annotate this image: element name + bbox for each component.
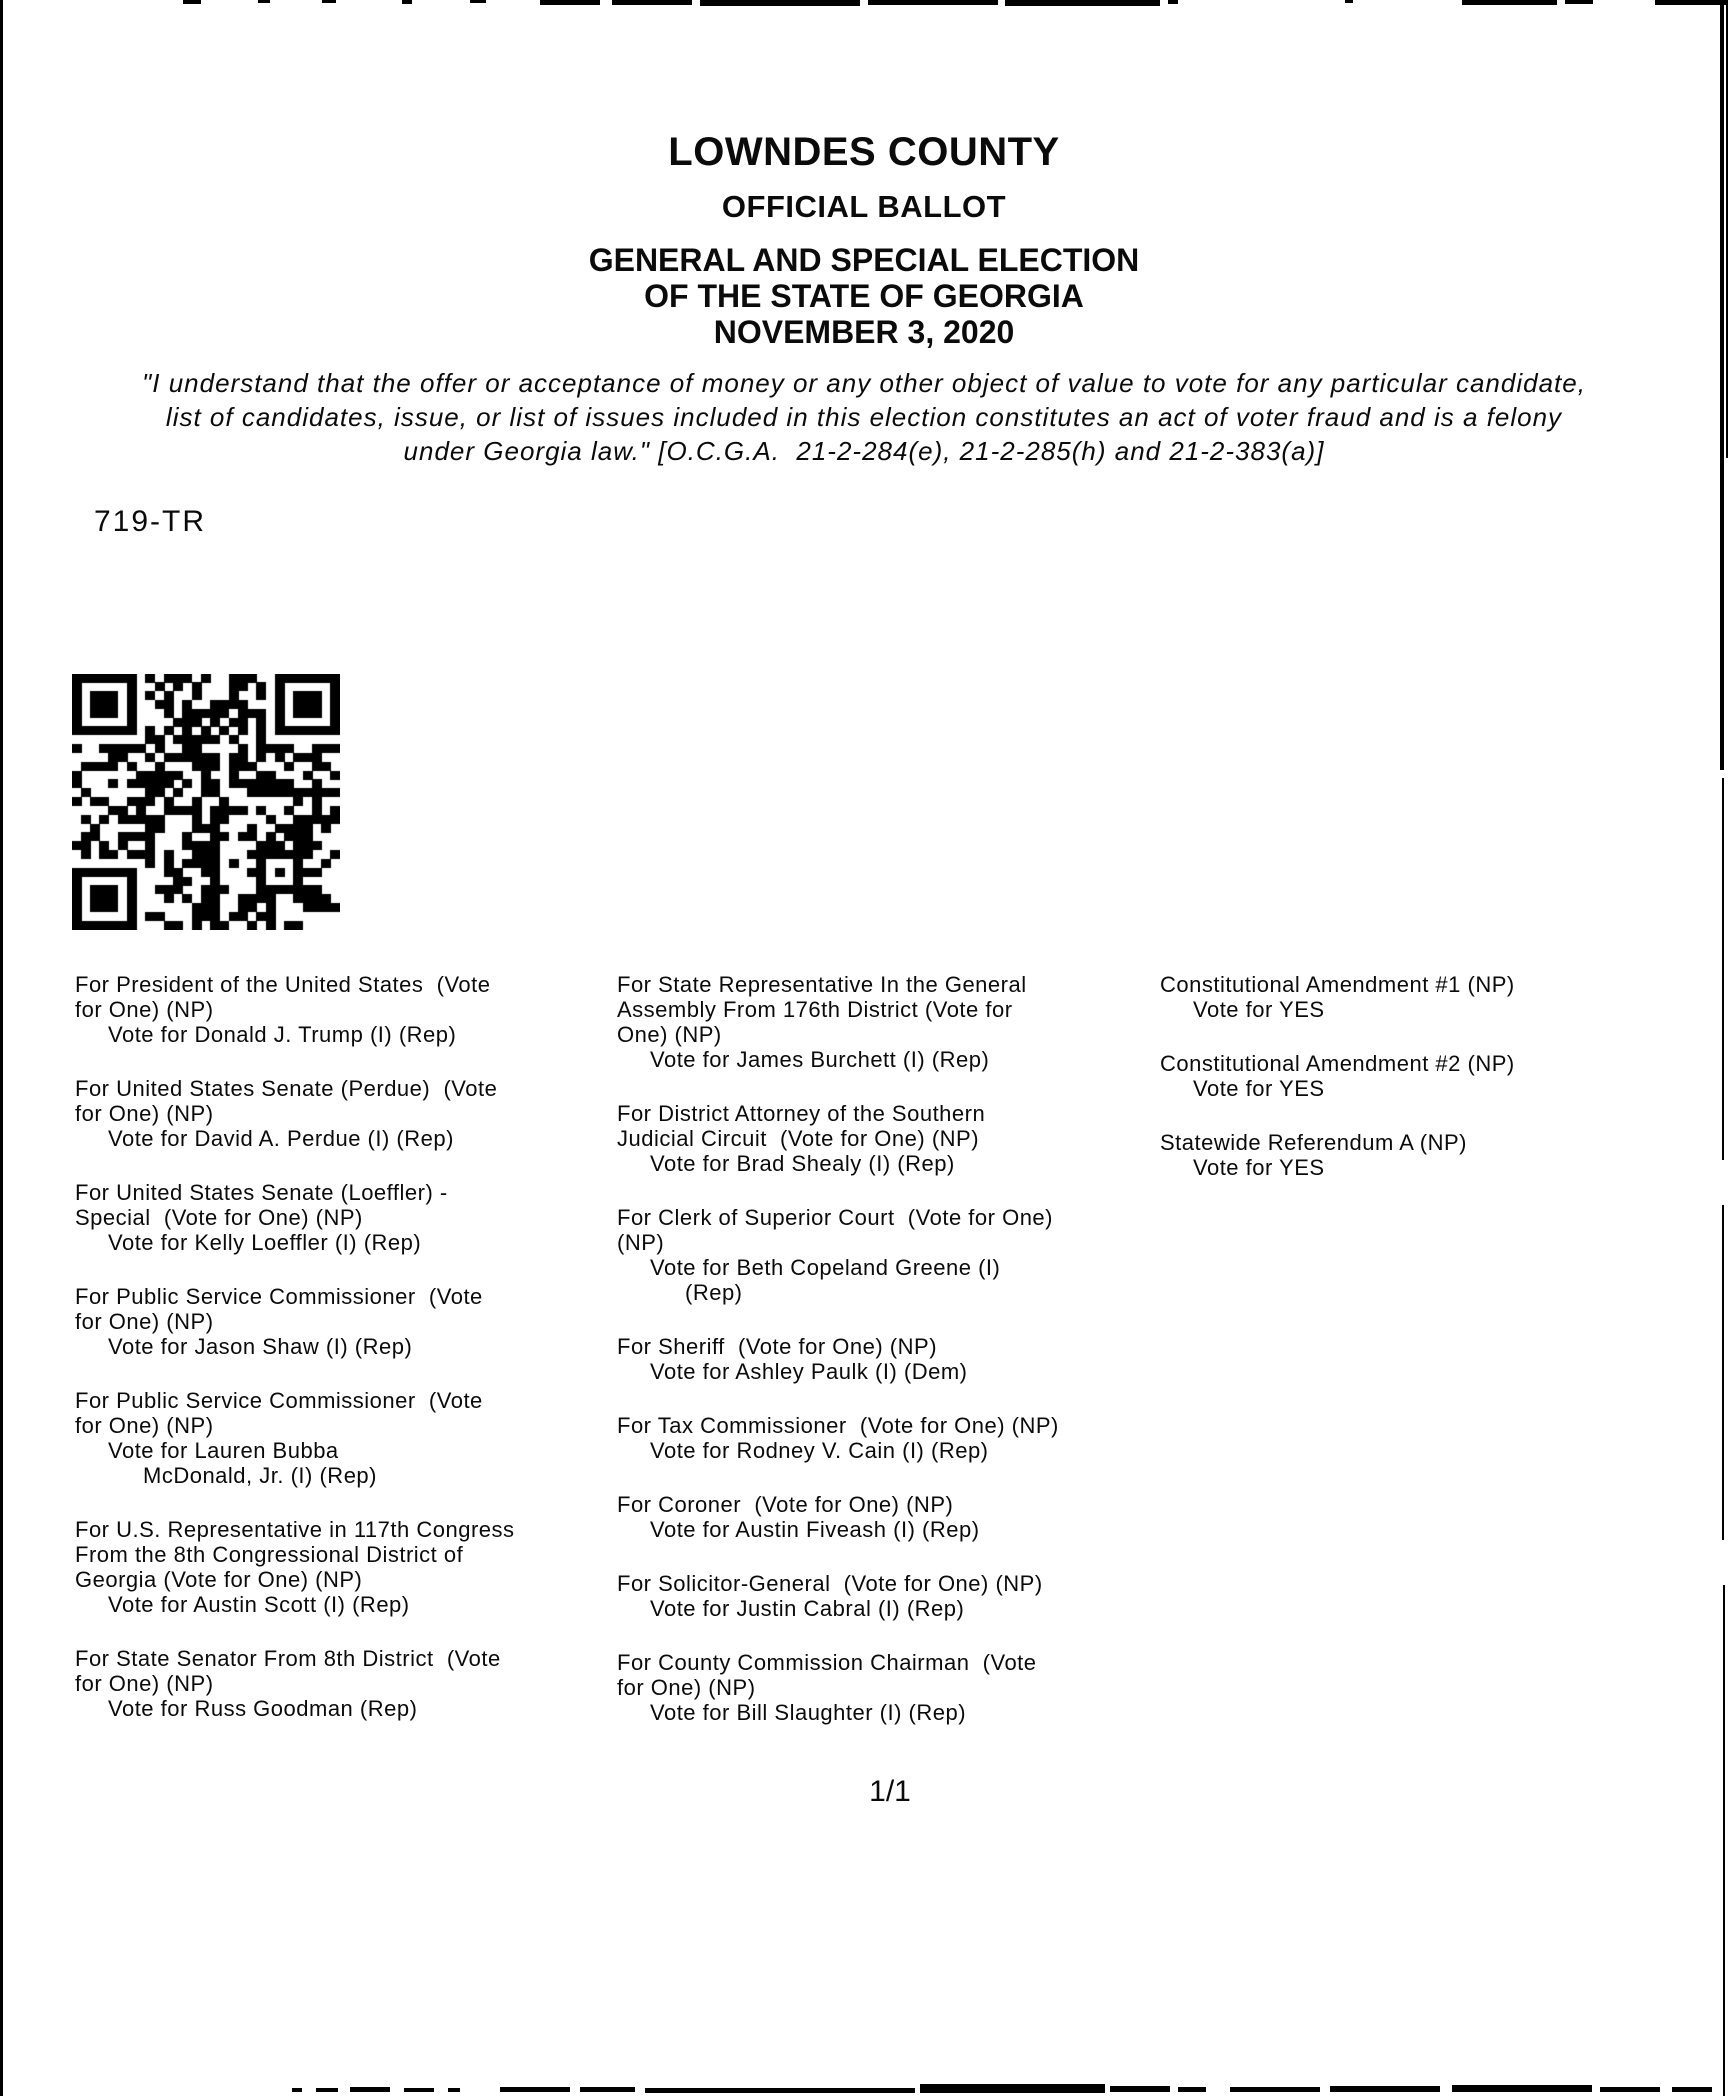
text-line: list of candidates, issue, or list of issues included in this election constitutes an act of voter fraud and is a felony [165, 402, 1563, 432]
contest [617, 1205, 1059, 1305]
contest-title-line: Special (Vote for One) (NP) [75, 1205, 363, 1230]
contest-title-line: For Solicitor-General (Vote for One) (NP) [617, 1571, 1043, 1596]
county-title: LOWNDES COUNTY [668, 130, 1060, 174]
contest-title-line: For District Attorney of the Southern [617, 1101, 986, 1126]
vote-selection-line: Vote for Donald J. Trump (I) (Rep) [108, 1022, 457, 1047]
contest-title-line: Constitutional Amendment #1 (NP) [1160, 972, 1515, 997]
contest [617, 1492, 1059, 1542]
contest [617, 1650, 1059, 1725]
vote-selection-continuation: (Rep) [685, 1280, 743, 1305]
contest [75, 1180, 515, 1255]
vote-selection-line: Vote for David A. Perdue (I) (Rep) [108, 1126, 454, 1151]
page-number: 1/1 [869, 1775, 911, 1808]
contest-title-line: For Sheriff (Vote for One) (NP) [617, 1334, 938, 1359]
qr-code [72, 674, 340, 930]
contest-title-line: For Public Service Commissioner (Vote [75, 1388, 483, 1413]
contest [75, 1284, 515, 1359]
scan-artifact-right-edge [1722, 778, 1724, 1160]
contest-title-line: for One) (NP) [75, 1101, 214, 1126]
contest-title-line: for One) (NP) [617, 1675, 756, 1700]
contest-title-line: For Clerk of Superior Court (Vote for One) [617, 1205, 1053, 1230]
vote-selection-line: Vote for Russ Goodman (Rep) [108, 1696, 418, 1721]
contest [75, 1646, 515, 1721]
contest-title-line: From the 8th Congressional District of [75, 1542, 464, 1567]
contest-title-line: For Public Service Commissioner (Vote [75, 1284, 483, 1309]
contest [75, 1388, 515, 1488]
contest-title-line: Constitutional Amendment #2 (NP) [1160, 1051, 1515, 1076]
contest-title-line: Judicial Circuit (Vote for One) (NP) [617, 1126, 980, 1151]
text-line: "I understand that the offer or acceptance of money or any other object of value to vote for any particular candidate, [142, 368, 1586, 398]
contest-title-line: for One) (NP) [75, 1671, 214, 1696]
vote-selection-line: Vote for Ashley Paulk (I) (Dem) [650, 1359, 968, 1384]
contest-title-line: for One) (NP) [75, 997, 214, 1022]
contest [617, 1334, 1059, 1384]
voter-fraud-disclaimer [0, 366, 1728, 468]
contest-title-line: for One) (NP) [75, 1309, 214, 1334]
vote-selection-line: Vote for James Burchett (I) (Rep) [650, 1047, 990, 1072]
election-title [0, 242, 1728, 350]
vote-selection-line: Vote for Austin Scott (I) (Rep) [108, 1592, 410, 1617]
text-line: OF THE STATE OF GEORGIA [644, 278, 1084, 314]
contest-title-line: For State Senator From 8th District (Vote [75, 1646, 501, 1671]
contest [1160, 1130, 1515, 1180]
contest [1160, 972, 1515, 1022]
contest-title-line: For Tax Commissioner (Vote for One) (NP) [617, 1413, 1059, 1438]
contest [1160, 1051, 1515, 1101]
precinct-code: 719-TR [94, 505, 207, 538]
vote-selection-line: Vote for Justin Cabral (I) (Rep) [650, 1596, 965, 1621]
vote-selection-line: Vote for Lauren Bubba [108, 1438, 339, 1463]
contest-title-line: For United States Senate (Perdue) (Vote [75, 1076, 498, 1101]
contest [617, 972, 1059, 1072]
vote-selection-line: Vote for Bill Slaughter (I) (Rep) [650, 1700, 967, 1725]
contest-title-line: One) (NP) [617, 1022, 722, 1047]
contest [75, 1076, 515, 1151]
contest-title-line: For U.S. Representative in 117th Congress [75, 1517, 515, 1542]
scan-artifact-right-edge [1722, 1205, 1724, 1540]
ballot-type-title: OFFICIAL BALLOT [721, 189, 1007, 224]
vote-selection-line: Vote for Brad Shealy (I) (Rep) [650, 1151, 955, 1176]
vote-selection-line: Vote for YES [1193, 1076, 1325, 1101]
vote-selection-line: Vote for Jason Shaw (I) (Rep) [108, 1334, 413, 1359]
vote-selection-line: Vote for Rodney V. Cain (I) (Rep) [650, 1438, 989, 1463]
contest-title-line: for One) (NP) [75, 1413, 214, 1438]
contest-title-line: Statewide Referendum A (NP) [1160, 1130, 1467, 1155]
vote-selection-line: Vote for Beth Copeland Greene (I) [650, 1255, 1001, 1280]
text-line: GENERAL AND SPECIAL ELECTION [588, 242, 1140, 278]
contest-title-line: For President of the United States (Vote [75, 972, 491, 997]
vote-selection-line: Vote for YES [1193, 1155, 1325, 1180]
contest-column-3 [1160, 972, 1515, 1209]
vote-selection-line: Vote for Kelly Loeffler (I) (Rep) [108, 1230, 422, 1255]
contest-title-line: For United States Senate (Loeffler) - [75, 1180, 448, 1205]
contest-column-2 [617, 972, 1059, 1754]
contest [617, 1413, 1059, 1463]
text-line: NOVEMBER 3, 2020 [713, 314, 1015, 350]
contest [617, 1571, 1059, 1621]
contest [75, 1517, 515, 1617]
text-line: under Georgia law." [O.C.G.A. 21-2-284(e), 21-2-285(h) and 21-2-383(a)] [403, 436, 1325, 466]
contest-title-line: For State Representative In the General [617, 972, 1027, 997]
vote-selection-continuation: McDonald, Jr. (I) (Rep) [143, 1463, 377, 1488]
contest-title-line: (NP) [617, 1230, 665, 1255]
contest-title-line: For County Commission Chairman (Vote [617, 1650, 1037, 1675]
contest [75, 972, 515, 1047]
vote-selection-line: Vote for YES [1193, 997, 1325, 1022]
contest-title-line: Assembly From 176th District (Vote for [617, 997, 1013, 1022]
scan-artifact-right-edge [1723, 1585, 1725, 2096]
contest-title-line: For Coroner (Vote for One) (NP) [617, 1492, 954, 1517]
vote-selection-line: Vote for Austin Fiveash (I) (Rep) [650, 1517, 980, 1542]
contest-title-line: Georgia (Vote for One) (NP) [75, 1567, 363, 1592]
contest-column-1 [75, 972, 515, 1750]
contest [617, 1101, 1059, 1176]
